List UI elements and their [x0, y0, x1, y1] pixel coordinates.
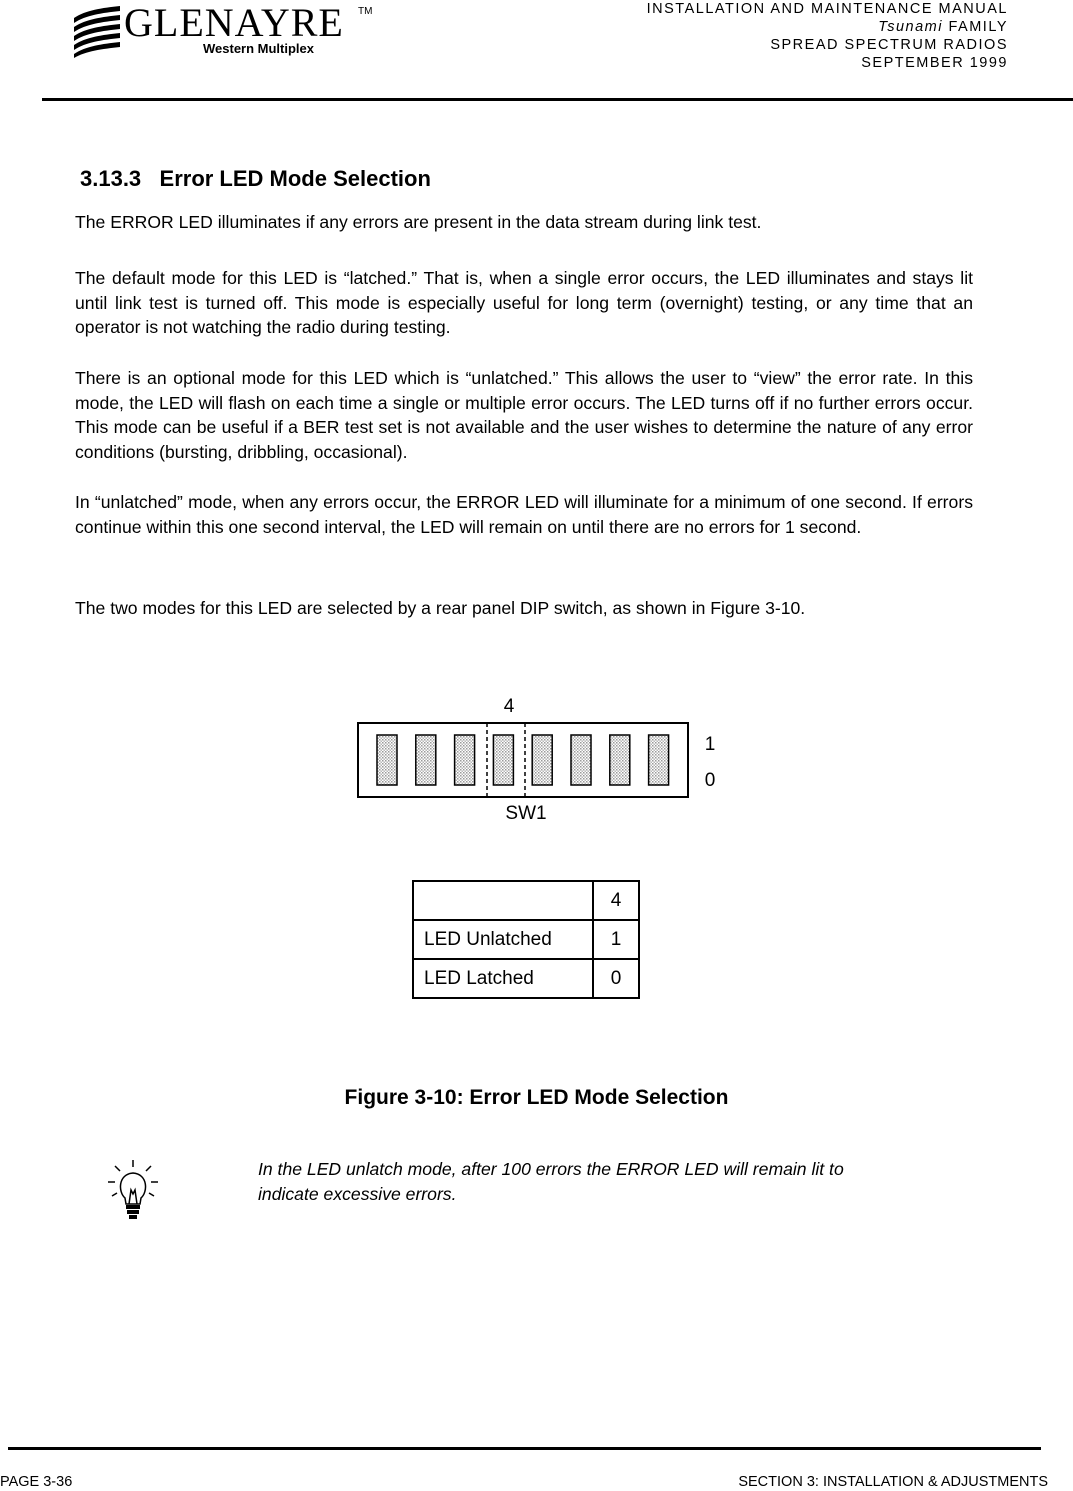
table-header-row	[413, 881, 639, 920]
header-family-name: Tsunami	[878, 19, 943, 35]
table-cell: 0	[593, 959, 639, 998]
note-text: In the LED unlatch mode, after 100 errors the ERROR LED will remain lit to indicate excessive errors.	[258, 1159, 844, 1204]
header-line-manual: INSTALLATION AND MAINTENANCE MANUAL	[646, 1, 1008, 17]
dip-switch-lever-6	[571, 735, 591, 785]
off-position-label: 0	[704, 770, 716, 791]
dip-switch-lever-2	[416, 735, 436, 785]
switch-housing	[358, 723, 688, 797]
footer-rule	[8, 1447, 1041, 1450]
paragraph: The two modes for this LED are selected by a rear panel DIP switch, as shown in Figure 3-10.	[75, 598, 806, 618]
mode-table	[412, 880, 640, 999]
running-header	[647, 0, 1008, 72]
highlighted-position-label: 4	[503, 696, 515, 717]
table-row	[413, 920, 639, 959]
dip-switch-lever-3	[455, 735, 475, 785]
lightbulb-icon	[106, 1158, 160, 1220]
table-cell: 4	[593, 881, 639, 920]
section-title: Error LED Mode Selection	[159, 166, 431, 191]
footer-section: SECTION 3: INSTALLATION & ADJUSTMENTS	[738, 1474, 1048, 1490]
header-line-product: SPREAD SPECTRUM RADIOS	[770, 37, 1008, 53]
dip-switch-lever-1	[377, 735, 397, 785]
paragraph: The default mode for this LED is “latched.” That is, when a single error occurs, the LED illuminates and stays lit until link test is turned off. This mode is especially useful for long term (overnight) testing, or any time that an operator is not watching the radio during testing.	[75, 268, 973, 337]
dip-switch-diagram	[340, 685, 740, 830]
dip-switch-lever-8	[649, 735, 669, 785]
dip-switch-lever-7	[610, 735, 630, 785]
paragraph: There is an optional mode for this LED which is “unlatched.” This allows the user to “view” the error rate. In this mode, the LED will flash on each time a single or multiple error occurs. The LED turns off if no further errors occur. This mode can be useful if a BER test set is not available and the user wishes to determine the nature of any error conditions (bursting, dribbling, occasional).	[75, 368, 973, 462]
logo-swoosh-icon	[72, 4, 122, 58]
on-position-label: 1	[704, 734, 716, 755]
table-row	[413, 959, 639, 998]
header-rule	[42, 98, 1073, 101]
dip-switch-lever-5	[532, 735, 552, 785]
table-cell	[413, 881, 593, 920]
logo-wordmark: GLENAYRE	[124, 0, 344, 45]
company-logo	[72, 2, 372, 62]
header-line-date: SEPTEMBER 1999	[861, 55, 1008, 71]
paragraph: The ERROR LED illuminates if any errors are present in the data stream during link test.	[75, 212, 762, 232]
table-cell: LED Latched	[413, 959, 593, 998]
section-number: 3.13.3	[80, 166, 142, 191]
logo-trademark: TM	[358, 6, 373, 17]
dip-switch-lever-4	[493, 735, 513, 785]
switch-name-label: SW1	[505, 803, 547, 824]
table-cell: LED Unlatched	[413, 920, 593, 959]
figure-caption: Figure 3-10: Error LED Mode Selection	[344, 1086, 729, 1109]
section-heading	[80, 166, 431, 192]
header-line-family: Tsunami FAMILY	[878, 19, 1008, 35]
footer-page-number: PAGE 3-36	[0, 1474, 73, 1490]
paragraph: In “unlatched” mode, when any errors occur, the ERROR LED will illuminate for a minimum of one second. If errors continue within this one second interval, the LED will remain on until there are no errors for 1 second.	[75, 492, 973, 537]
logo-subtitle: Western Multiplex	[203, 41, 315, 56]
table-cell: 1	[593, 920, 639, 959]
